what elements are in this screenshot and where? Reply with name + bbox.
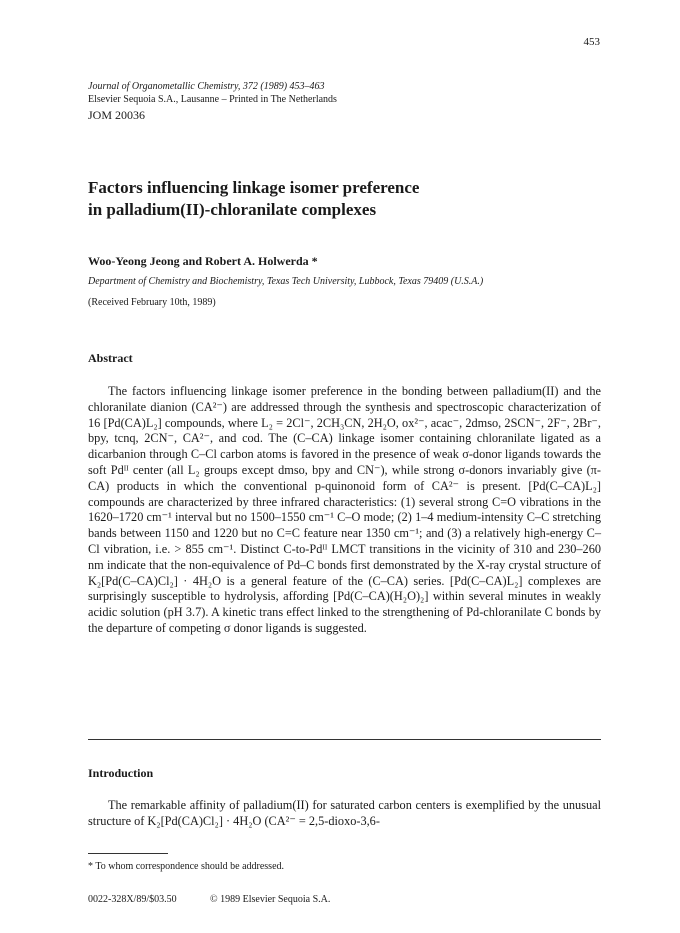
introduction-text: The remarkable affinity of palladium(II) for saturated carbon centers is exemplified by the unusual structure of K₂[Pd(CA)Cl₂] · 4H₂O (CA²⁻ = 2,5-dioxo-3,6- xyxy=(88,798,601,828)
price-code: 0022-328X/89/$03.50 xyxy=(88,894,177,905)
page-number: 453 xyxy=(583,36,600,48)
abstract-text: The factors influencing linkage isomer preference in the bonding between palladium(II) and the chloranilate dianion (CA²⁻) are addressed through the synthesis and spectroscopic characterization of 16 [Pd(CA)L₂] compounds, where L₂ = 2Cl⁻, 2CH₃CN, 2H₂O, ox²⁻, acac⁻, 2dmso, 2SCN⁻, 2F⁻, 2Br⁻, bpy, tcnq, 2CN⁻, CA²⁻, and cod. The (C–CA) linkage isomer containing chloranilate ligated as a dicarbanion through C–Cl carbon atoms is favored in the presence of weak σ-donor ligands towards the soft Pdᴵᴵ center (all L₂ groups except dmso, bpy and CN⁻), while strong σ-donors invariably give (π-CA) products in which the conventional p-quinonoid form of CA²⁻ is present. [Pd(C–CA)L₂] compounds are characterized by three infrared characteristics: (1) several strong C=O vibrations in the 1620–1720 cm⁻¹ interval but no 1500–1550 cm⁻¹ C–O mode; (2) 1–4 medium-intensity C–C stretching bands between 1150 and 1220 but no C=C feature near 1350 cm⁻¹; and (3) a relatively high-energy C–Cl vibration, i.e. > 855 cm⁻¹. Distinct C-to-Pdᴵᴵ LMCT transitions in the vicinity of 310 and 230–260 nm indicate that the non-equivalence of Pd–C bonds first demonstrated by the X-ray crystal structure of K₂[Pd(C–CA)Cl₂] · 4H₂O is a general feature of the (C–CA) series. [Pd(C–CA)L₂] complexes are surprisingly susceptible to hydrolysis, affording [Pd(C–CA)(H₂O)₂] within several minutes in weakly acidic solution (pH 3.7). A kinetic trans effect linked to the strengthening of Pd-chloranilate C bonds by the departure of competing σ donor ligands is suggested. xyxy=(88,384,601,635)
received-date: (Received February 10th, 1989) xyxy=(88,297,216,308)
jom-number: JOM 20036 xyxy=(88,108,146,122)
footer xyxy=(88,894,608,905)
journal-citation: Journal of Organometallic Chemistry, 372 (1989) 453–463 xyxy=(88,81,325,92)
authors: Woo-Yeong Jeong and Robert A. Holwerda * xyxy=(88,254,318,268)
abstract-heading: Abstract xyxy=(88,351,133,365)
footnote: * To whom correspondence should be addressed. xyxy=(88,861,285,872)
copyright: © 1989 Elsevier Sequoia S.A. xyxy=(210,894,331,905)
title-line-1: Factors influencing linkage isomer preference xyxy=(88,178,420,197)
section-divider xyxy=(88,739,601,740)
journal-info xyxy=(88,80,568,106)
footnote-divider xyxy=(88,853,168,854)
affiliation: Department of Chemistry and Biochemistry, Texas Tech University, Lubbock, Texas 79409 (U.S.A.) xyxy=(88,276,484,287)
paper-title xyxy=(88,177,588,221)
introduction-heading: Introduction xyxy=(88,766,154,780)
title-line-2: in palladium(II)-chloranilate complexes xyxy=(88,200,377,219)
publisher-line: Elsevier Sequoia S.A., Lausanne – Printed in The Netherlands xyxy=(88,94,337,105)
